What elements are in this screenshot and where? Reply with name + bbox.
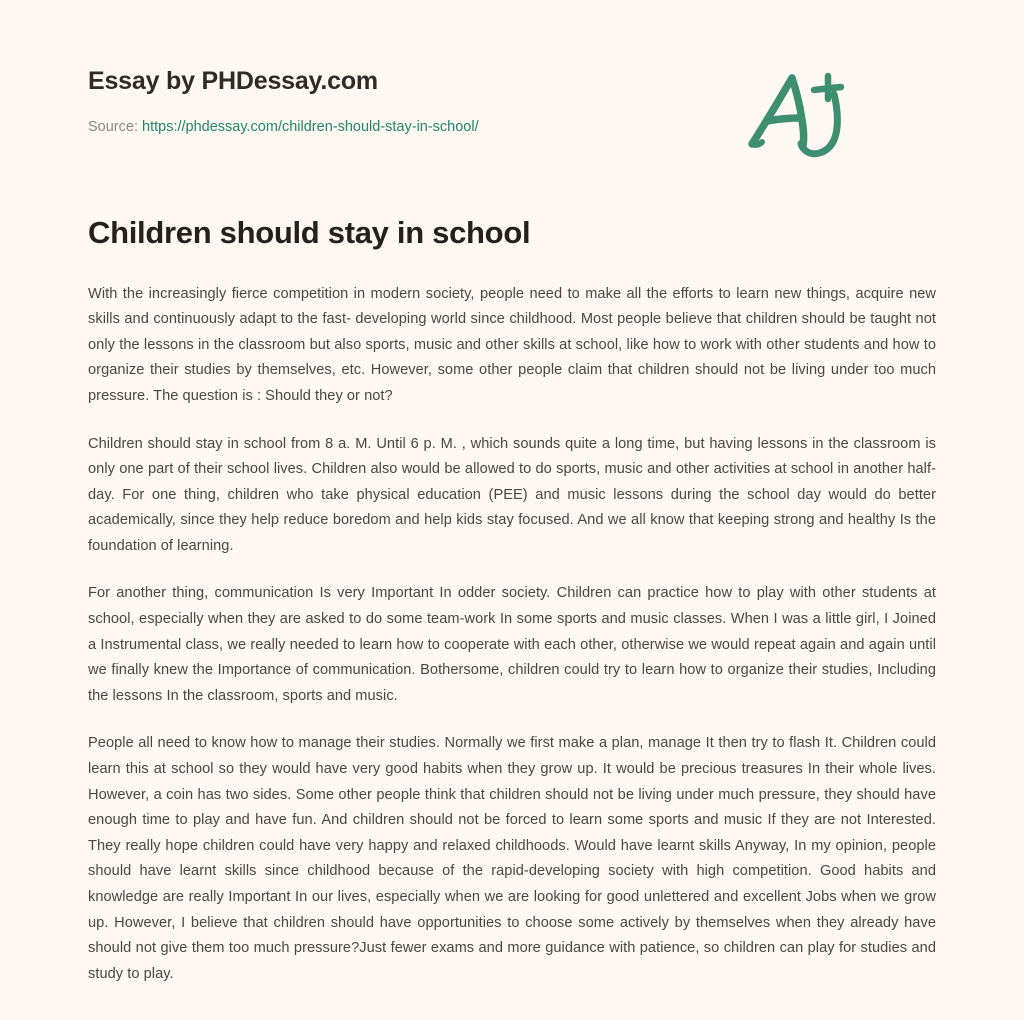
article-body	[88, 282, 936, 988]
paragraph: For another thing, communication Is very Important In odder society. Children can practice how to play with other students at school, especially when they are asked to do some team-work In some sports and music classes. When I was a little girl, I Joined a Instrumental class, we really needed to learn how to cooperate with each other, otherwise we would repeat again and again until we finally knew the Importance of communication. Bothersome, children could try to learn how to organize their studies, Including the lessons In the classroom, sports and music.	[88, 585, 936, 704]
page-title: Children should stay in school	[88, 215, 531, 251]
paragraph: Children should stay in school from 8 a. M. Until 6 p. M. , which sounds quite a long time, but having lessons in the classroom is only one part of their school lives. Children also would be allowed to do sports, music and other activities at school in another half-day. For one thing, children who take physical education (PEE) and music lessons during the school day would do better academically, since they help reduce boredom and help kids stay focused. And we all know that keeping strong and healthy Is the foundation of learning.	[88, 435, 936, 554]
brand-title: Essay by PHDessay.com	[88, 67, 378, 95]
a-plus-logo-icon	[742, 58, 852, 168]
paragraph: With the increasingly fierce competition in modern society, people need to make all the efforts to learn new things, acquire new skills and continuously adapt to the fast- developing world since childhood. Most people believe that children should be taught not only the lessons in the classroom but also sports, music and other skills at school, like how to work with other students and how to organize their studies by themselves, etc. However, some other people claim that children should not be living under too much pressure. The question is : Should they or not?	[88, 285, 936, 404]
source-url-link[interactable]: https://phdessay.com/children-should-stay-in-school/	[142, 118, 479, 135]
document-header	[88, 0, 936, 136]
paragraph: People all need to know how to manage their studies. Normally we first make a plan, manage It then try to flash It. Children could learn this at school so they would have very good habits when they grow up. It would be precious treasures In their whole lives. However, a coin has two sides. Some other people think that children should not be living under much pressure, they should have enough time to play and have fun. And children should not be forced to learn some sports and music If they are not Interested. They really hope children could have very happy and relaxed childhoods. Would have learnt skills Anyway, In my opinion, people should have learnt skills since childhood because of the rapid-developing society with high competition. Good habits and knowledge are really Important In our lives, especially when we are looking for good unlettered and excellent Jobs when we grow up. However, I believe that children should have opportunities to choose some actively by themselves when they already have should not give them too much pressure?Just fewer exams and more guidance with patience, so children can play for studies and study to play.	[88, 735, 936, 982]
source-label: Source:	[88, 118, 138, 135]
